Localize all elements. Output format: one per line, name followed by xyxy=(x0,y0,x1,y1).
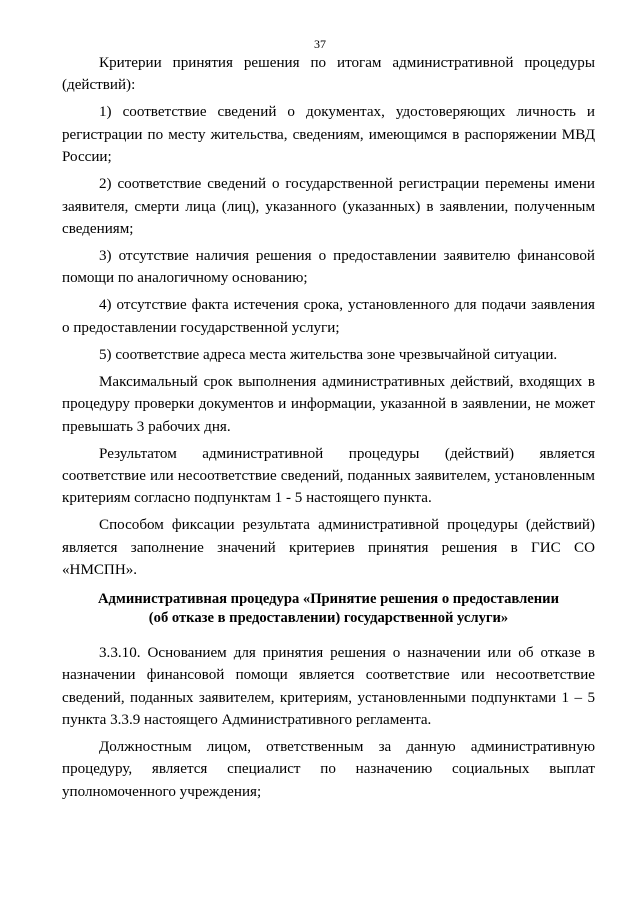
paragraph-criteria-intro: Критерии принятия решения по итогам административной процедуры (действий): xyxy=(62,55,595,94)
paragraph-3-3-10: 3.3.10. Основанием для принятия решения о назначении или об отказе в назначении финансовой помощи является соответствие или несоответствие сведений, поданных заявителем, критериям, установленными подпунктами 1 – 5 пункта 3.3.9 настоящего Административного регламента. xyxy=(62,644,595,728)
paragraph-max-duration: Максимальный срок выполнения административных действий, входящих в процедуру проверки документов и информации, указанной в заявлении, не может превышать 3 рабочих дня. xyxy=(62,373,595,435)
paragraph-criterion-5: 5) соответствие адреса места жительства зоне чрезвычайной ситуации. xyxy=(99,346,558,363)
paragraph-criterion-2: 2) соответствие сведений о государственной регистрации перемены имени заявителя, смерти лица (лиц), указанного (указанных) в заявлении, полученным сведениям; xyxy=(62,176,595,238)
paragraph-criterion-1: 1) соответствие сведений о документах, удостоверяющих личность и регистрации по месту жительства, сведениям, имеющимся в распоряжении МВД России; xyxy=(62,104,595,166)
paragraph-procedure-result: Результатом административной процедуры (действий) является соответствие или несоответствие сведений, поданных заявителем, установленным критериям согласно подпунктам 1 - 5 настоящего пункта. xyxy=(62,445,595,507)
paragraph-criterion-3: 3) отсутствие наличия решения о предоставлении заявителю финансовой помощи по аналогичному основанию; xyxy=(62,248,595,287)
paragraph-result-recording: Способом фиксации результата административной процедуры (действий) является заполнение значений критериев принятия решения в ГИС СО «НМСПН». xyxy=(62,517,595,579)
section-heading-line-2: (об отказе в предоставлении) государственной услуги» xyxy=(148,609,509,626)
paragraph-responsible-official: Должностным лицом, ответственным за данную административную процедуру, является специалист по назначению социальных выплат уполномоченного учреждения; xyxy=(62,738,595,800)
section-heading xyxy=(62,590,595,628)
page-number: 37 xyxy=(314,37,326,51)
paragraph-criterion-4: 4) отсутствие факта истечения срока, установленного для подачи заявления о предоставлении государственной услуги; xyxy=(62,297,595,336)
document-body xyxy=(62,52,595,808)
section-heading-line-1: Административная процедура «Принятие решения о предоставлении xyxy=(98,590,559,607)
